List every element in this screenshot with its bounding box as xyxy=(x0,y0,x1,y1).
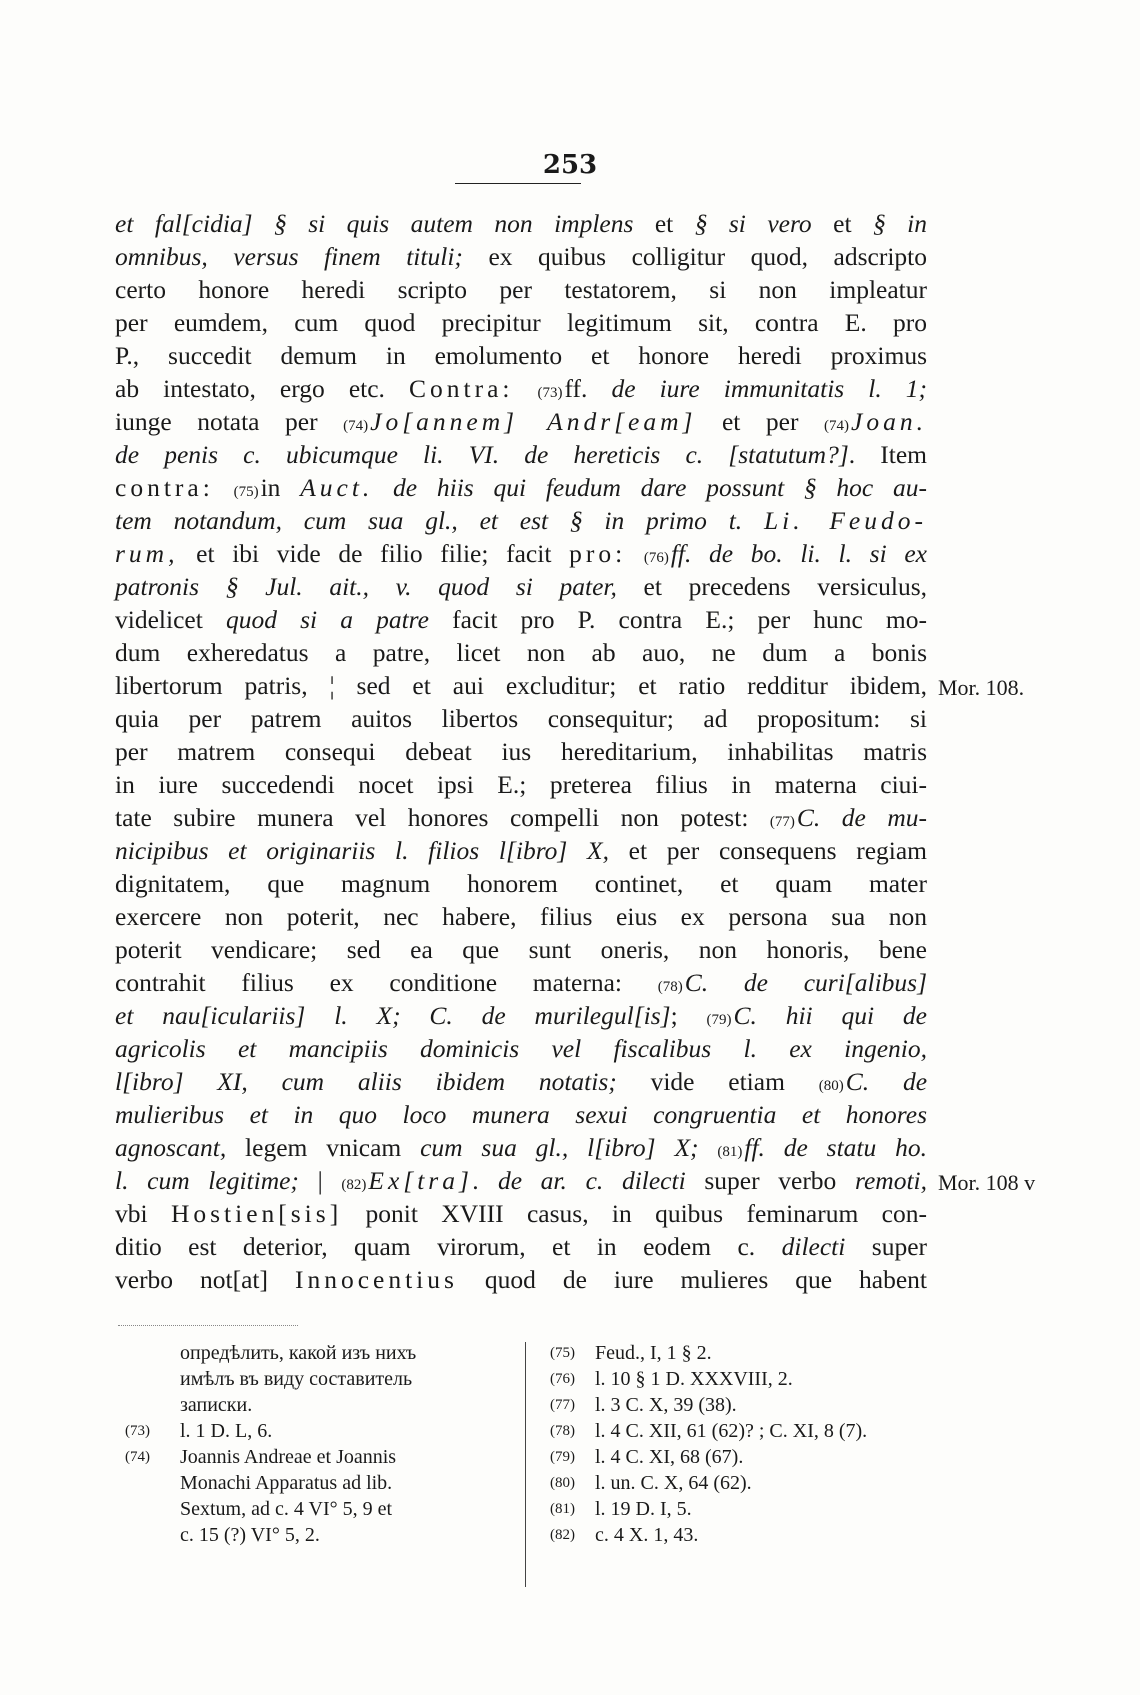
footnote-text: l. 4 C. XII, 61 (62)? ; C. XI, 8 (7). xyxy=(595,1420,868,1442)
footnote-text: Monachi Apparatus ad lib. xyxy=(180,1472,393,1494)
footnote-text: опредѣлить, какой изъ нихъ xyxy=(180,1342,417,1364)
footnotes-left xyxy=(125,1340,520,1548)
footnote-ref: (81) xyxy=(717,1144,743,1160)
footnote-text: записки. xyxy=(180,1394,253,1416)
text-line xyxy=(115,570,927,603)
text-line xyxy=(115,1032,927,1065)
footnote-text: c. 4 X. 1, 43. xyxy=(595,1524,699,1546)
margin-note: Mor. 108. xyxy=(938,675,1025,700)
text-segment: P., succedit demum in emolumento et honore heredi proximus xyxy=(115,341,927,370)
text-segment xyxy=(626,539,644,568)
text-segment: in iure succedendi nocet ipsi E.; preterea filius in materna ciui- xyxy=(115,770,927,799)
text-line xyxy=(115,669,927,702)
footnote-text: l. 1 D. L, 6. xyxy=(180,1420,273,1442)
text-segment: dignitatem, que magnum honorem continet, et quam mater xyxy=(115,869,927,898)
text-segment: rum, xyxy=(115,539,179,568)
text-line xyxy=(115,1230,927,1263)
footnote-number: (76) xyxy=(550,1371,575,1387)
footnote-text: l. un. C. X, 64 (62). xyxy=(595,1472,752,1494)
text-segment: tate subire munera vel honores compelli non potest: xyxy=(115,803,770,832)
footnote-separator xyxy=(118,1325,298,1326)
text-segment: et per consequens regiam xyxy=(608,836,927,865)
text-line xyxy=(115,834,927,867)
footnote-ref: (80) xyxy=(818,1078,844,1094)
text-line xyxy=(115,768,927,801)
text-segment: ditio est deterior, quam virorum, et in eodem c. xyxy=(115,1232,782,1261)
page-number-rule xyxy=(455,183,581,184)
text-segment: de penis c. ubicumque li. VI. de hereticis c. [statutum?] xyxy=(115,440,849,469)
text-segment: omnibus, versus finem tituli; xyxy=(115,242,489,271)
text-segment xyxy=(214,473,234,502)
text-segment: contra: xyxy=(115,473,214,502)
footnotes-right xyxy=(550,1340,990,1548)
text-segment: ; xyxy=(670,1001,707,1030)
text-segment: ex quibus colligitur quod, adscripto xyxy=(488,242,927,271)
text-segment: et nau[iculariis] l. X; C. de murilegul[is] xyxy=(115,1001,671,1030)
footnote xyxy=(550,1392,990,1418)
text-segment: C. de curi[alibus] xyxy=(684,968,928,997)
text-segment: et xyxy=(811,209,873,238)
text-segment: et xyxy=(633,209,695,238)
footnote-line xyxy=(125,1340,520,1366)
footnote-ref: (82) xyxy=(341,1177,367,1193)
text-segment: Hostien[sis] xyxy=(170,1199,343,1228)
text-segment: Innocentius xyxy=(294,1265,458,1294)
footnote xyxy=(550,1522,990,1548)
footnote-number: (82) xyxy=(550,1527,575,1543)
text-segment: ab intestato, ergo etc. xyxy=(115,374,409,403)
text-segment: . de ar. c. dilecti xyxy=(472,1166,686,1195)
text-segment: verbo not[at] xyxy=(115,1265,295,1294)
footnote-ref: (76) xyxy=(643,550,669,566)
main-text xyxy=(115,207,927,1296)
text-segment: quod de iure mulieres que habent xyxy=(457,1265,927,1294)
footnote-line xyxy=(125,1470,520,1496)
text-segment: Li. Feudo- xyxy=(763,506,927,535)
text-segment: Auct. xyxy=(300,473,374,502)
text-segment: videlicet xyxy=(115,605,226,634)
text-segment: in xyxy=(260,473,301,502)
text-line xyxy=(115,306,927,339)
text-segment: per matrem consequi debeat ius hereditarium, inhabilitas matris xyxy=(115,737,927,766)
text-line xyxy=(115,405,927,438)
text-line xyxy=(115,999,927,1032)
footnote-number: (74) xyxy=(125,1449,150,1465)
text-segment: Jo[annem] Andr[eam] xyxy=(370,407,697,436)
text-line xyxy=(115,900,927,933)
text-segment: l. cum legitime; xyxy=(115,1166,318,1195)
text-segment: patronis § Jul. ait., v. quod si pater, xyxy=(115,572,617,601)
footnote xyxy=(550,1496,990,1522)
text-line xyxy=(115,207,927,240)
text-segment: C. de mu- xyxy=(796,803,928,832)
footnote-text: имѣлъ въ виду составитель xyxy=(180,1368,413,1390)
text-line xyxy=(115,966,927,999)
footnote-line xyxy=(125,1418,520,1444)
footnote-ref: (77) xyxy=(769,814,795,830)
text-segment: l[ibro] XI, cum aliis ibidem notatis; xyxy=(115,1067,617,1096)
text-segment: contrahit filius ex conditione materna: xyxy=(115,968,658,997)
text-segment: agricolis et mancipiis dominicis vel fiscalibus l. ex ingenio, xyxy=(115,1034,927,1063)
text-segment: mulieribus et in quo loco munera sexui congruentia et honores xyxy=(115,1100,927,1129)
text-segment: agnoscant, xyxy=(115,1133,227,1162)
text-line xyxy=(115,1263,927,1296)
footnote-line xyxy=(125,1496,520,1522)
footnote-ref: (79) xyxy=(706,1012,732,1028)
text-segment: ponit XVIII casus, in quibus feminarum con- xyxy=(342,1199,927,1228)
text-line xyxy=(115,603,927,636)
footnote xyxy=(550,1340,990,1366)
text-line xyxy=(115,1164,927,1197)
text-segment: fal[cidia] § si quis autem non implens xyxy=(154,209,634,238)
footnote-text: c. 15 (?) VI° 5, 2. xyxy=(180,1524,320,1546)
text-line xyxy=(115,240,927,273)
text-segment: ff. de bo. li. l. si ex xyxy=(670,539,927,568)
text-segment: vbi xyxy=(115,1199,171,1228)
text-segment: et per xyxy=(696,407,825,436)
text-line xyxy=(115,867,927,900)
text-segment: facit pro P. contra E.; per hunc mo- xyxy=(428,605,928,634)
text-segment: | xyxy=(317,1166,342,1195)
text-line xyxy=(115,1131,927,1164)
text-segment: de iure immunitatis l. 1; xyxy=(611,374,927,403)
footnote-line xyxy=(125,1392,520,1418)
footnote-line xyxy=(125,1366,520,1392)
footnote-ref: (75) xyxy=(233,484,259,500)
footnote-number: (75) xyxy=(550,1345,575,1361)
text-segment: Joan. xyxy=(851,407,927,436)
footnote xyxy=(550,1470,990,1496)
footnote-text: Joannis Andreae et Joannis xyxy=(180,1446,397,1468)
text-segment: exercere non poterit, nec habere, filius eius ex persona sua non xyxy=(115,902,927,931)
text-segment: ff. de statu ho. xyxy=(744,1133,927,1162)
text-line xyxy=(115,372,927,405)
footnote-text: l. 4 C. XI, 68 (67). xyxy=(595,1446,744,1468)
text-segment: per eumdem, cum quod precipitur legitimum sit, contra E. pro xyxy=(115,308,927,337)
text-segment: vide etiam xyxy=(616,1067,819,1096)
footnote xyxy=(550,1366,990,1392)
text-segment: dilecti xyxy=(781,1232,846,1261)
text-line xyxy=(115,504,927,537)
text-segment: ff. xyxy=(564,374,612,403)
page-number: 253 xyxy=(542,150,598,180)
text-segment xyxy=(513,374,537,403)
text-line xyxy=(115,735,927,768)
footnote-ref: (74) xyxy=(343,418,369,434)
text-line xyxy=(115,702,927,735)
footnote-number: (79) xyxy=(550,1449,575,1465)
text-segment: tem notandum, cum sua gl., et est § in primo t. xyxy=(115,506,764,535)
text-segment: Ex[tra] xyxy=(368,1166,473,1195)
text-segment: super xyxy=(845,1232,927,1261)
footnote-column-divider xyxy=(525,1342,526,1587)
text-line xyxy=(115,1098,927,1131)
text-segment: libertorum patris, ¦ sed et aui excluditur; et ratio redditur ibidem, xyxy=(115,671,927,700)
text-segment: super verbo xyxy=(685,1166,855,1195)
footnote-text: l. 3 C. X, 39 (38). xyxy=(595,1394,737,1416)
text-segment: pro: xyxy=(569,539,627,568)
text-segment: nicipibus et originariis l. filios l[ibro] X, xyxy=(115,836,609,865)
text-segment: iunge notata per xyxy=(115,407,344,436)
text-segment: § si vero xyxy=(694,209,812,238)
text-line xyxy=(115,636,927,669)
text-segment: poterit vendicare; sed ea que sunt oneris, non honoris, bene xyxy=(115,935,927,964)
footnote-number: (78) xyxy=(550,1423,575,1439)
text-line xyxy=(115,273,927,306)
text-segment: et ibi vide de filio filie; facit xyxy=(178,539,570,568)
text-line xyxy=(115,801,927,834)
footnote-number: (80) xyxy=(550,1475,575,1491)
footnote-ref: (74) xyxy=(824,418,850,434)
text-line xyxy=(115,471,927,504)
text-line xyxy=(115,1065,927,1098)
footnote xyxy=(550,1444,990,1470)
text-segment: C. de xyxy=(845,1067,928,1096)
text-line xyxy=(115,537,927,570)
footnote-number: (73) xyxy=(125,1423,150,1439)
footnote-line xyxy=(125,1444,520,1470)
footnote-text: l. 10 § 1 D. XXXVIII, 2. xyxy=(595,1368,793,1390)
text-segment: . Item xyxy=(848,440,927,469)
text-segment: certo honore heredi scripto per testatorem, si non impleatur xyxy=(115,275,927,304)
text-line xyxy=(115,1197,927,1230)
footnote-line xyxy=(125,1522,520,1548)
footnote-text: Feud., I, 1 § 2. xyxy=(595,1342,712,1364)
text-segment: cum sua gl., l[ibro] X; xyxy=(420,1133,718,1162)
text-line xyxy=(115,933,927,966)
text-line xyxy=(115,438,927,471)
footnote-text: l. 19 D. I, 5. xyxy=(595,1498,692,1520)
text-segment: quia per patrem auitos libertos consequitur; ad propositum: si xyxy=(115,704,927,733)
text-segment: dum exheredatus a patre, licet non ab auo, ne dum a bonis xyxy=(115,638,927,667)
text-segment: § in xyxy=(872,209,927,238)
text-segment: de hiis qui feudum dare possunt § hoc au- xyxy=(373,473,928,502)
footnote-number: (81) xyxy=(550,1501,575,1517)
text-segment: remoti, xyxy=(855,1166,928,1195)
text-segment: legem vnicam xyxy=(226,1133,421,1162)
text-line xyxy=(115,339,927,372)
footnote-text: Sextum, ad c. 4 VI° 5, 9 et xyxy=(180,1498,393,1520)
footnote xyxy=(550,1418,990,1444)
text-segment: Contra: xyxy=(408,374,514,403)
text-segment: quod si a patre xyxy=(225,605,429,634)
text-segment: C. hii qui de xyxy=(733,1001,927,1030)
text-segment: et xyxy=(115,209,155,238)
footnote-ref: (73) xyxy=(537,385,563,401)
margin-note: Mor. 108 v xyxy=(938,1170,1036,1195)
text-segment: et precedens versiculus, xyxy=(616,572,927,601)
footnote-number: (77) xyxy=(550,1397,575,1413)
footnote-ref: (78) xyxy=(657,979,683,995)
